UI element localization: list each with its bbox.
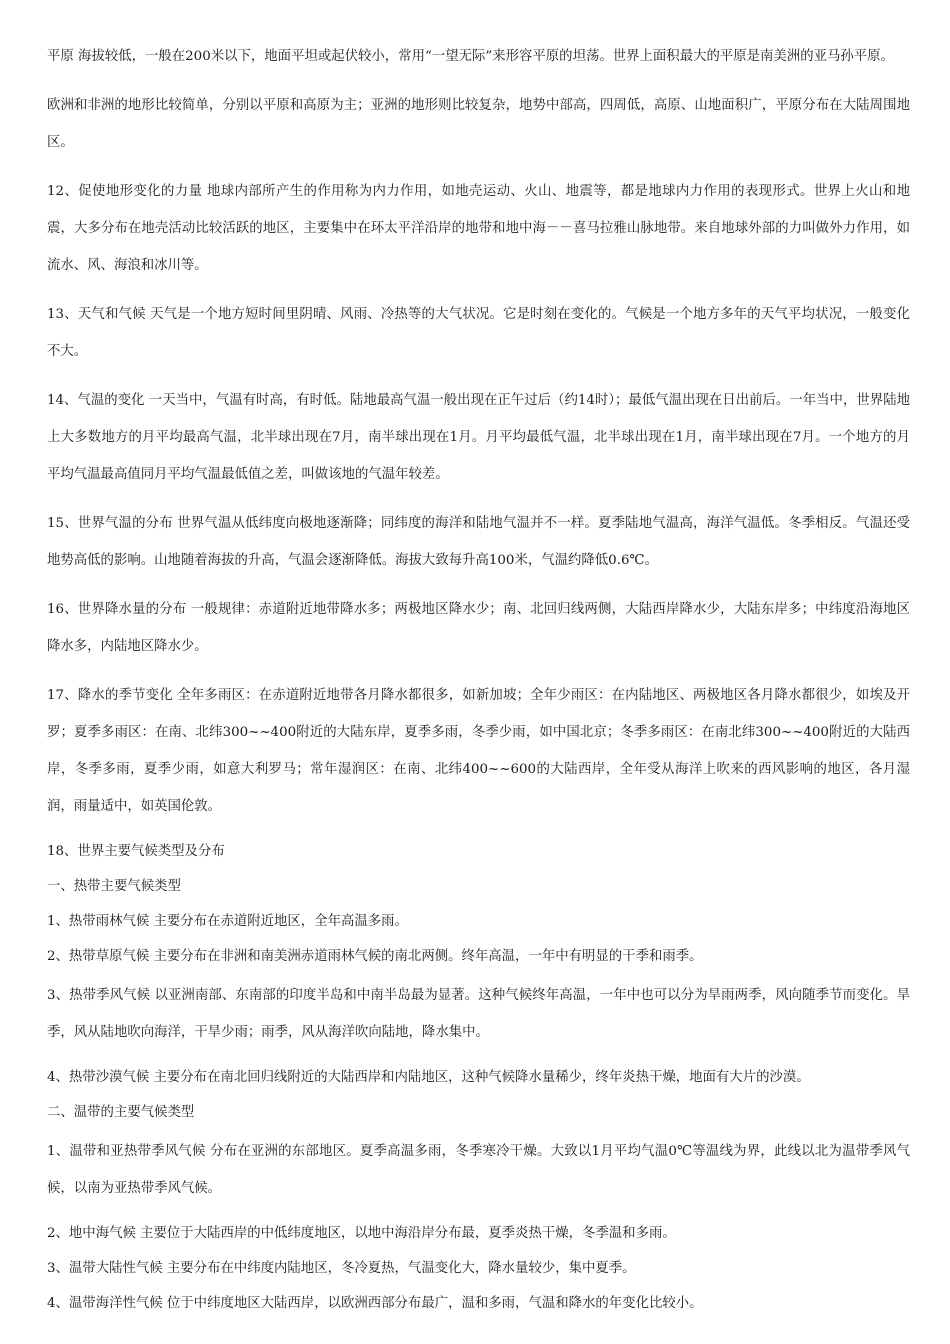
paragraph-12-landform-forces: 12、促使地形变化的力量 地球内部所产生的作用称为内力作用，如地壳运动、火山、地震等，都是地球内力作用的表现形式。世界上火山和地震，大多分布在地壳活动比较活跃的地区，主要集中在环太平洋沿岸的地带和地中海－－喜马拉雅山脉地带。来自地球外部的力叫做外力作用，如流水、风、海浪和冰川等。 <box>47 184 910 273</box>
item-tropical-monsoon: 3、热带季风气候 以亚洲南部、东南部的印度半岛和中南半岛最为显著。这种气候终年高温，一年中也可以分为旱雨两季，风向随季节而变化。旱季，风从陆地吹向海洋，干旱少雨；雨季，风从海洋吹向陆地，降水集中。 <box>47 988 910 1040</box>
heading-18-climate-types: 18、世界主要气候类型及分布 <box>47 844 225 859</box>
paragraph-17-seasonal-precipitation: 17、降水的季节变化 全年多雨区：在赤道附近地带各月降水都很多，如新加坡；全年少雨区：在内陆地区、两极地区各月降水都很少，如埃及开罗；夏季多雨区：在南、北纬300~~400附近的大陆东岸，夏季多雨，冬季少雨，如中国北京；冬季多雨区：在南北纬300~~400附近的大陆西岸，冬季多雨，夏季少雨，如意大利罗马；常年湿润区：在南、北纬400~~600的大陆西岸，全年受从海洋上吹来的西风影响的地区，各月湿润，雨量适中，如英国伦敦。 <box>47 688 910 814</box>
heading-temperate-climates: 二、温带的主要气候类型 <box>47 1105 195 1120</box>
item-monsoon-temperate-subtropical: 1、温带和亚热带季风气候 分布在亚洲的东部地区。夏季高温多雨，冬季寒冷干燥。大致以1月平均气温0℃等温线为界，此线以北为温带季风气候，以南为亚热带季风气候。 <box>47 1144 910 1196</box>
paragraph-14-temperature-change: 14、气温的变化 一天当中，气温有时高，有时低。陆地最高气温一般出现在正午过后（约14时）；最低气温出现在日出前后。一年当中，世界陆地上大多数地方的月平均最高气温，北半球出现在7月，南半球出现在1月。月平均最低气温，北半球出现在1月，南半球出现在7月。一个地方的月平均气温最高值同月平均气温最低值之差，叫做该地的气温年较差。 <box>47 393 910 482</box>
item-mediterranean: 2、地中海气候 主要位于大陆西岸的中低纬度地区，以地中海沿岸分布最，夏季炎热干燥，冬季温和多雨。 <box>47 1226 676 1241</box>
item-tropical-rainforest: 1、热带雨林气候 主要分布在赤道附近地区，全年高温多雨。 <box>47 914 408 929</box>
paragraph-15-temperature-distribution: 15、世界气温的分布 世界气温从低纬度向极地逐渐降；同纬度的海洋和陆地气温并不一样。夏季陆地气温高，海洋气温低。冬季相反。气温还受地势高低的影响。山地随着海拔的升高，气温会逐渐降低。海拔大致每升高100米，气温约降低0.6℃。 <box>47 516 910 568</box>
item-temperate-continental: 3、温带大陆性气候 主要分布在中纬度内陆地区，冬冷夏热，气温变化大，降水量较少，集中夏季。 <box>47 1261 636 1276</box>
paragraph-plain: 平原 海拔较低，一般在200米以下，地面平坦或起伏较小，常用“一望无际”来形容平原的坦荡。世界上面积最大的平原是南美洲的亚马孙平原。 <box>47 49 894 64</box>
paragraph-16-precipitation-distribution: 16、世界降水量的分布 一般规律：赤道附近地带降水多；两极地区降水少；南、北回归线两侧，大陆西岸降水少，大陆东岸多；中纬度沿海地区降水多，内陆地区降水少。 <box>47 602 910 654</box>
paragraph-13-weather-climate: 13、天气和气候 天气是一个地方短时间里阴晴、风雨、冷热等的大气状况。它是时刻在变化的。气候是一个地方多年的天气平均状况，一般变化不大。 <box>47 307 910 359</box>
heading-tropical-climates: 一、热带主要气候类型 <box>47 879 181 894</box>
item-tropical-desert: 4、热带沙漠气候 主要分布在南北回归线附近的大陆西岸和内陆地区，这种气候降水量稀少，终年炎热干燥，地面有大片的沙漠。 <box>47 1070 810 1085</box>
item-temperate-maritime: 4、温带海洋性气候 位于中纬度地区大陆西岸，以欧洲西部分布最广，温和多雨，气温和降水的年变化比较小。 <box>47 1296 703 1311</box>
item-tropical-savanna: 2、热带草原气候 主要分布在非洲和南美洲赤道雨林气候的南北两侧。终年高温，一年中有明显的干季和雨季。 <box>47 949 703 964</box>
paragraph-continents: 欧洲和非洲的地形比较简单，分别以平原和高原为主；亚洲的地形则比较复杂，地势中部高，四周低，高原、山地面积广，平原分布在大陆周围地区。 <box>47 98 910 150</box>
